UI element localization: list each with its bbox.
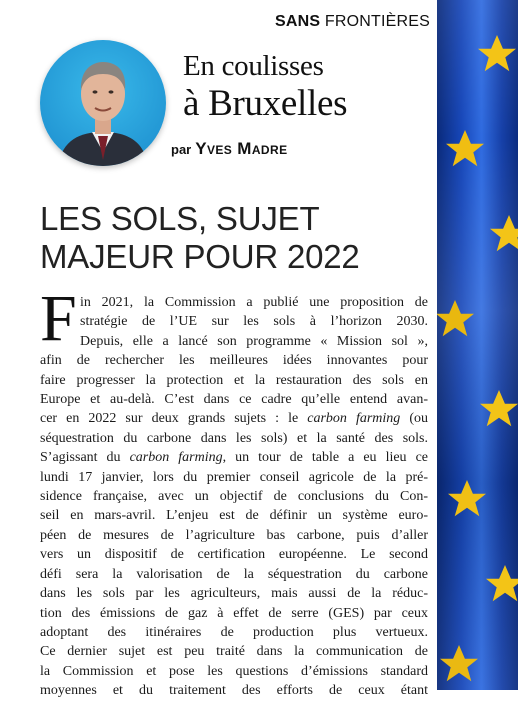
byline-prefix: par [171, 142, 192, 157]
byline [171, 139, 287, 159]
section-label-rest: FRONTIÈRES [324, 13, 430, 30]
body-line: afin de rechercher les meilleures idées innovantes pour [40, 353, 428, 369]
body-line: vers un dispositif de certification européenne. Le second [40, 547, 428, 563]
star-icon [440, 645, 478, 681]
star-icon [437, 300, 474, 336]
rubric-title-line1: En coulisses [183, 50, 324, 82]
body-line: Ce dernier sujet est peu traité dans la communication de [40, 644, 428, 660]
eu-stars [437, 0, 518, 690]
star-icon [490, 215, 518, 251]
term-carbon-farming: carbon farming [307, 411, 401, 427]
rubric-title-line2: à Bruxelles [183, 83, 348, 124]
body-line: stratégie de l’UE sur les sols à l’horizon 2030. [80, 314, 428, 330]
author-portrait-image [40, 40, 166, 166]
term-carbon-farming: carbon farming [129, 450, 223, 466]
body-line: moyennes et du traitement des efforts de ceux étant [40, 683, 428, 699]
star-icon [486, 565, 518, 601]
author-photo [40, 40, 166, 166]
body-line: dans les sols par les agriculteurs, mais aussi de la réduc- [40, 586, 428, 602]
body-line: seil en mars-avril. L’enjeu est de définir un système euro- [40, 508, 428, 524]
body-line: in 2021, la Commission a publié une proposition de [80, 295, 428, 310]
article-body [40, 293, 428, 701]
eu-flag-strip [437, 0, 518, 690]
drop-cap: F [40, 282, 77, 355]
body-line: Depuis, elle a lancé son programme « Mission sol », [80, 333, 428, 349]
headline-line: LES SOLS, SUJET [40, 200, 320, 237]
body-line: Europe et au-delà. C’est dans ce cadre qu’elle entend avan- [40, 392, 428, 408]
body-line: adoptant des itinéraires de production plus vertueux. [40, 624, 428, 640]
body-line: faire progresser la protection et la restauration des sols en [40, 372, 428, 388]
star-icon [448, 480, 486, 516]
body-line: sidence française, avec un objectif de conclusions du Con- [40, 489, 428, 505]
section-label [275, 13, 430, 31]
body-line: S’agissant du carbon farming, un tour de table a eu lieu ce [40, 450, 428, 466]
body-line: tion des émissions de gaz à effet de serre (GES) par ceux [40, 605, 428, 621]
article-headline [40, 200, 430, 276]
body-line: défi sera la valorisation de la séquestration du carbone [40, 566, 428, 582]
author-name: Yves Madre [195, 139, 288, 158]
headline-line: MAJEUR POUR 2022 [40, 238, 360, 275]
body-line: lundi 17 janvier, lors du premier conseil agricole de la pré- [40, 469, 428, 485]
body-line: cer en 2022 sur deux grands sujets : le carbon farming (ou [40, 411, 428, 427]
body-line: la Commission et pose les questions d’émissions standard [40, 663, 428, 679]
section-label-bold: SANS [274, 13, 321, 30]
star-icon [478, 35, 516, 71]
body-line: séquestration du carbone dans les sols) et la santé des sols. [40, 430, 428, 446]
body-line: péen de mesures de l’agriculture bas carbone, puis d’aller [40, 527, 428, 543]
star-icon [480, 390, 518, 426]
star-icon [446, 130, 484, 166]
